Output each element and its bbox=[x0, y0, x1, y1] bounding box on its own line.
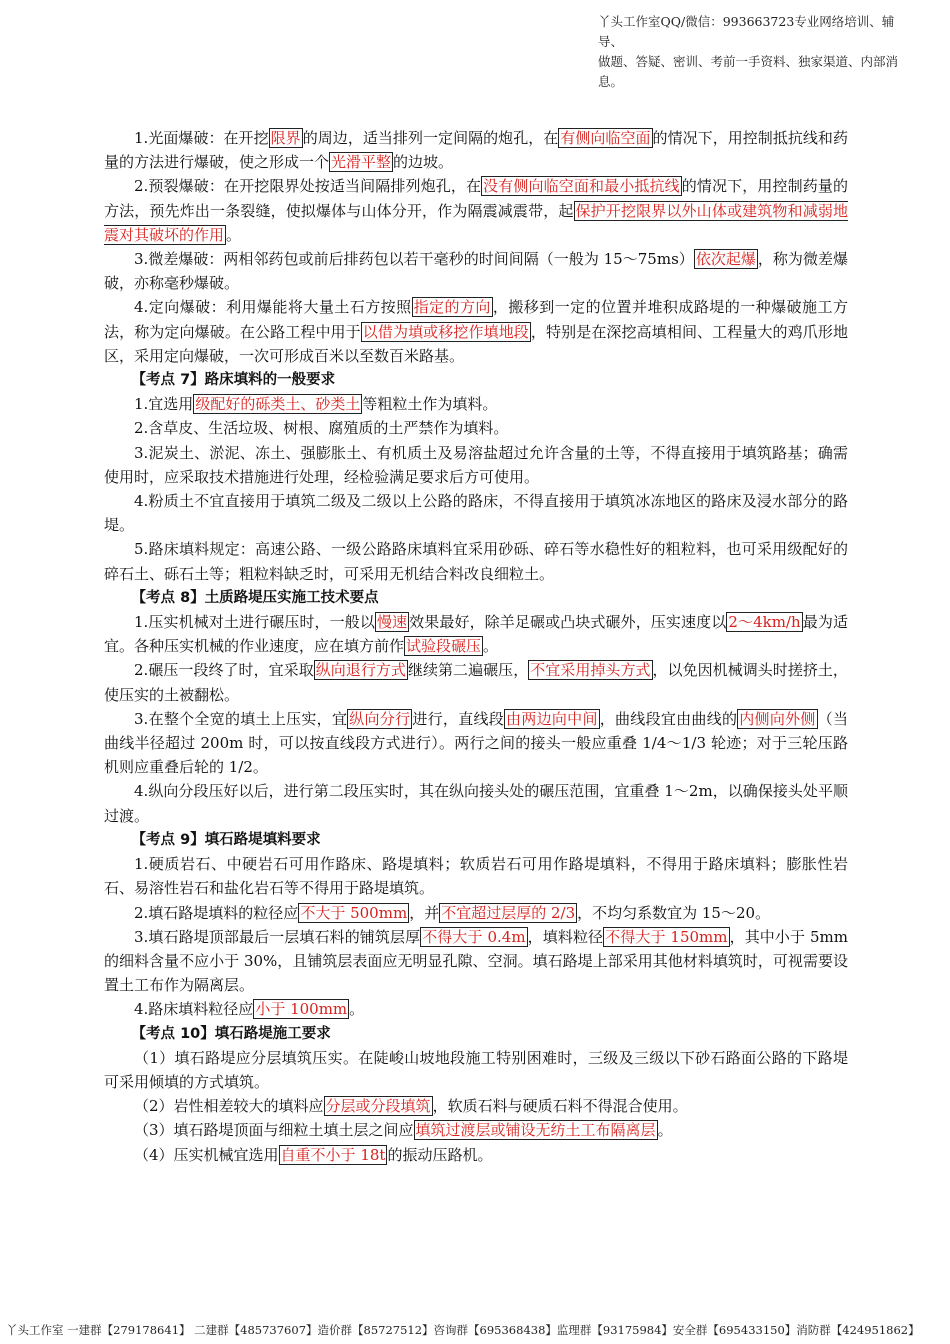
highlighted-keyword: 内侧向外侧 bbox=[739, 709, 816, 728]
paragraph bbox=[104, 126, 848, 174]
highlighted-keyword: 试验段碾压 bbox=[406, 637, 482, 656]
footer-group-list: 丫头工作室 一建群【279178641】 二建群【485737607】造价群【85727512】咨询群【695368438】监理群【93175984】安全群【695433150】消防群【424951862】 bbox=[6, 1323, 920, 1337]
highlighted-keyword: 填筑过渡层或铺设无纺土工布隔离层 bbox=[415, 1121, 656, 1140]
text-span: ，其中小于 5mm 的细料含量不应小于 30%，且铺筑层表面应无明显孔隙、空洞。填石路堤上部采用其他材料填筑时，可视需要设置土工布作为隔离层。 bbox=[104, 927, 848, 995]
paragraph bbox=[104, 537, 848, 585]
text-span: ，称为微差爆破，亦称毫秒爆破。 bbox=[104, 250, 848, 293]
text-span: ，软质石料与硬质石料不得混合使用。 bbox=[432, 1097, 688, 1116]
paragraph bbox=[104, 1094, 848, 1118]
text-span: 3.微差爆破：两相邻药包或前后排药包以若干毫秒的时间间隔（一般为 15～75ms） bbox=[134, 250, 694, 269]
highlighted-keyword: 级配好的砾类土、砂类土 bbox=[195, 395, 361, 414]
text-span: 5.路床填料规定：高速公路、一级公路路床填料宜采用砂砾、碎石等水稳性好的粗粒料，也可采用级配好的碎石土、砾石土等；粗粒料缺乏时，可采用无机结合料改良细粒土。 bbox=[104, 540, 848, 583]
text-span: （当曲线半径超过 200m 时，可以按直线段方式进行）。两行之间的接头一般应重叠 1/4～1/3 轮迹；对于三轮压路机则应重叠后轮的 1/2。 bbox=[104, 709, 848, 777]
text-span: （4）压实机械宜选用 bbox=[134, 1145, 279, 1164]
highlighted-keyword: 保护开挖限界以外山体或建筑物和减弱地震对其破坏的作用 bbox=[104, 201, 848, 244]
text-span: 。 bbox=[349, 1000, 365, 1019]
header-line-1: 丫头工作室QQ/微信：993663723专业网络培训、辅导、 bbox=[598, 14, 895, 49]
document-body bbox=[104, 126, 848, 1167]
paragraph bbox=[104, 852, 848, 900]
paragraph bbox=[104, 441, 848, 489]
text-span: ，并 bbox=[409, 903, 440, 922]
text-span: （1）填石路堤应分层填筑压实。在陡峻山坡地段施工特别困难时，三级及三级以下砂石路面公路的下路堤可采用倾填的方式填筑。 bbox=[104, 1048, 848, 1091]
text-span: ，填料粒径 bbox=[527, 927, 604, 946]
text-span: 最为适宜。各种压实机械的作业速度，应在填方前作 bbox=[104, 613, 848, 656]
header-line-2: 做题、答疑、密训、考前一手资料、独家渠道、内部消息。 bbox=[598, 54, 899, 89]
text-span: 【考点 10】填石路堤施工要求 bbox=[131, 1025, 331, 1042]
text-span: 2.碾压一段终了时，宜采取 bbox=[134, 661, 314, 680]
text-span: 【考点 8】土质路堤压实施工技术要点 bbox=[131, 589, 379, 606]
highlighted-keyword: 指定的方向 bbox=[413, 298, 491, 317]
highlighted-keyword: 不宜采用掉头方式 bbox=[530, 661, 651, 680]
text-span: 2.填石路堤填料的粒径应 bbox=[134, 903, 299, 922]
highlighted-keyword: 小于 100mm bbox=[255, 1000, 348, 1019]
highlighted-keyword: 没有侧向临空面和最小抵抗线 bbox=[483, 177, 680, 196]
header-notice bbox=[598, 12, 908, 92]
text-span: 4.定向爆破：利用爆能将大量土石方按照 bbox=[134, 298, 412, 317]
highlighted-keyword: 自重不小于 18t bbox=[280, 1145, 386, 1164]
text-span: 2.预裂爆破：在开挖限界处按适当间隔排列炮孔，在 bbox=[134, 177, 482, 196]
text-span: （2）岩性相差较大的填料应 bbox=[134, 1097, 324, 1116]
text-span: 进行，直线段 bbox=[412, 709, 505, 728]
paragraph bbox=[104, 489, 848, 537]
highlighted-keyword: 由两边向中间 bbox=[506, 709, 598, 728]
text-span: 1.宜选用 bbox=[134, 395, 194, 414]
highlighted-keyword: 限界 bbox=[270, 129, 301, 147]
paragraph bbox=[104, 658, 848, 706]
paragraph bbox=[104, 779, 848, 827]
highlighted-keyword: 不得大于 150mm bbox=[605, 927, 728, 946]
text-span: 4.纵向分段压好以后，进行第二段压实时，其在纵向接头处的碾压范围，宜重叠 1～2m，以确保接头处平顺过渡。 bbox=[104, 782, 848, 825]
text-span: ，搬移到一定的位置并堆积成路堤的一种爆破施工方法，称为定向爆破。在公路工程中用于 bbox=[104, 298, 848, 341]
paragraph bbox=[104, 925, 848, 998]
paragraph bbox=[104, 997, 848, 1021]
text-span: 3.填石路堤顶部最后一层填石料的铺筑层厚 bbox=[134, 927, 421, 946]
paragraph bbox=[104, 247, 848, 295]
highlighted-keyword: 2～4km/h bbox=[728, 613, 801, 632]
paragraph bbox=[104, 1118, 848, 1142]
text-span: 。 bbox=[483, 637, 499, 656]
paragraph bbox=[104, 1143, 848, 1167]
paragraph bbox=[104, 295, 848, 368]
section-heading bbox=[104, 828, 848, 852]
text-span: （3）填石路堤顶面与细粒土填土层之间应 bbox=[134, 1121, 414, 1140]
highlighted-keyword: 不得大于 0.4m bbox=[422, 927, 526, 946]
section-heading bbox=[104, 1022, 848, 1046]
highlighted-keyword: 光滑平整 bbox=[331, 153, 392, 172]
section-heading bbox=[104, 586, 848, 610]
highlighted-keyword: 纵向退行方式 bbox=[315, 661, 406, 680]
paragraph bbox=[104, 901, 848, 925]
highlighted-keyword: 以借为填或移挖作填地段 bbox=[362, 322, 529, 341]
text-span: 。 bbox=[226, 225, 242, 244]
text-span: 2.含草皮、生活垃圾、树根、腐殖质的土严禁作为填料。 bbox=[134, 419, 509, 438]
paragraph bbox=[104, 1046, 848, 1094]
text-span: 【考点 7】路床填料的一般要求 bbox=[131, 372, 336, 389]
text-span: ，特别是在深挖高填相间、工程量大的鸡爪形地区，采用定向爆破，一次可形成百米以至数百米路基。 bbox=[104, 322, 848, 365]
paragraph bbox=[104, 707, 848, 780]
text-span: 等粗粒土作为填料。 bbox=[362, 395, 498, 414]
text-span: 1.压实机械对土进行碾压时，一般以 bbox=[134, 613, 375, 632]
paragraph bbox=[104, 416, 848, 440]
text-span: 。 bbox=[657, 1121, 673, 1140]
text-span: 4.粉质土不宜直接用于填筑二级及二级以上公路的路床，不得直接用于填筑冰冻地区的路床及浸水部分的路堤。 bbox=[104, 492, 848, 535]
highlighted-keyword: 依次起爆 bbox=[695, 250, 756, 269]
highlighted-keyword: 纵向分行 bbox=[349, 709, 411, 728]
highlighted-keyword: 有侧向临空面 bbox=[560, 129, 651, 147]
highlighted-keyword: 分层或分段填筑 bbox=[325, 1097, 431, 1116]
paragraph bbox=[104, 174, 848, 247]
text-span: 的情况下，用控制药量的方法，预先炸出一条裂缝，使拟爆体与山体分开，作为隔震减震带，起 bbox=[104, 177, 848, 220]
text-span: ，以免因机械调头时搓挤土，使压实的土被翻松。 bbox=[104, 661, 848, 704]
text-span: 的情况下，用控制抵抗线和药量的方法进行爆破，使之形成一个 bbox=[104, 129, 848, 172]
text-span: ，曲线段宜由曲线的 bbox=[599, 709, 738, 728]
text-span: 1.光面爆破：在开挖 bbox=[134, 129, 269, 147]
text-span: 继续第二遍碾压， bbox=[407, 661, 529, 680]
text-span: 1.硬质岩石、中硬岩石可用作路床、路堤填料；软质岩石可用作路堤填料，不得用于路床填料；膨胀性岩石、易溶性岩石和盐化岩石等不得用于路堤填筑。 bbox=[104, 855, 848, 898]
text-span: 的振动压路机。 bbox=[387, 1145, 493, 1164]
section-heading bbox=[104, 368, 848, 392]
text-span: 4.路床填料粒径应 bbox=[134, 1000, 254, 1019]
text-span: 【考点 9】填石路堤填料要求 bbox=[131, 831, 321, 848]
highlighted-keyword: 不大于 500mm bbox=[300, 903, 408, 922]
paragraph bbox=[104, 610, 848, 658]
highlighted-keyword: 不宜超过层厚的 2/3 bbox=[441, 903, 576, 922]
text-span: 3.泥炭土、淤泥、冻土、强膨胀土、有机质土及易溶盐超过允许含量的土等，不得直接用于填筑路基；确需使用时，应采取技术措施进行处理，经检验满足要求后方可使用。 bbox=[104, 443, 848, 486]
text-span: 效果最好，除羊足碾或凸块式碾外，压实速度以 bbox=[409, 613, 727, 632]
paragraph bbox=[104, 392, 848, 416]
highlighted-keyword: 慢速 bbox=[376, 613, 408, 632]
text-span: 的周边，适当排列一定间隔的炮孔，在 bbox=[302, 129, 559, 147]
text-span: 的边坡。 bbox=[393, 153, 454, 172]
text-span: ，不均匀系数宜为 15～20。 bbox=[577, 903, 771, 922]
text-span: 3.在整个全宽的填土上压实，宜 bbox=[134, 709, 348, 728]
